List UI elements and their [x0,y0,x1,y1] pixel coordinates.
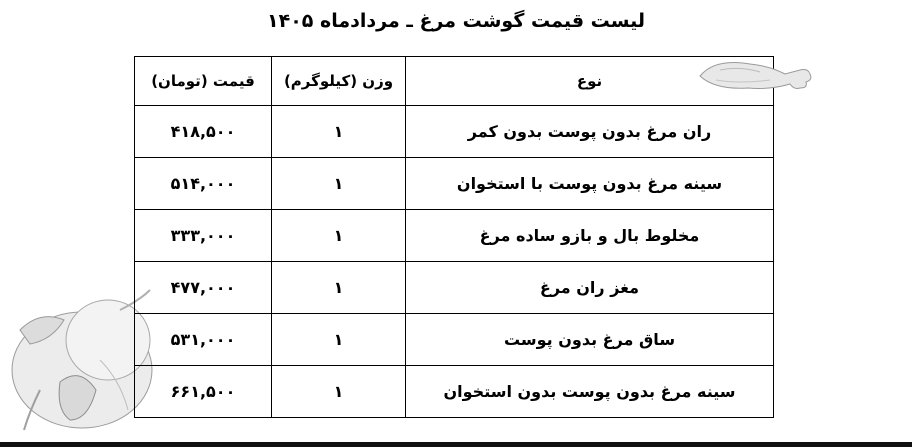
table-row [135,210,774,262]
cell-price: ۴۱۸,۵۰۰ [135,106,272,158]
cell-type: ران مرغ بدون پوست بدون کمر [406,106,774,158]
column-header-weight: وزن (کیلوگرم) [272,57,406,106]
price-table [134,56,774,418]
table-row [135,314,774,366]
cell-price: ۵۳۱,۰۰۰ [135,314,272,366]
table-row [135,366,774,418]
bottom-divider [0,442,912,447]
cell-weight: ۱ [272,262,406,314]
table-row [135,106,774,158]
cell-weight: ۱ [272,210,406,262]
cell-type: سینه مرغ بدون پوست با استخوان [406,158,774,210]
cell-weight: ۱ [272,106,406,158]
cell-type: مغز ران مرغ [406,262,774,314]
cell-type: سینه مرغ بدون پوست بدون استخوان [406,366,774,418]
cell-price: ۳۳۳,۰۰۰ [135,210,272,262]
cell-price: ۴۷۷,۰۰۰ [135,262,272,314]
table-row [135,262,774,314]
column-header-price: قیمت (تومان) [135,57,272,106]
cell-type: ساق مرغ بدون پوست [406,314,774,366]
table-row [135,158,774,210]
table-header-row [135,57,774,106]
cell-weight: ۱ [272,314,406,366]
page-title: لیست قیمت گوشت مرغ ـ مردادماه ۱۴۰۵ [267,10,645,32]
cell-price: ۶۶۱,۵۰۰ [135,366,272,418]
column-header-type: نوع [406,57,774,106]
chicken-leg-image [690,48,815,98]
cell-weight: ۱ [272,366,406,418]
cell-type: مخلوط بال و بازو ساده مرغ [406,210,774,262]
cell-price: ۵۱۴,۰۰۰ [135,158,272,210]
cell-weight: ۱ [272,158,406,210]
